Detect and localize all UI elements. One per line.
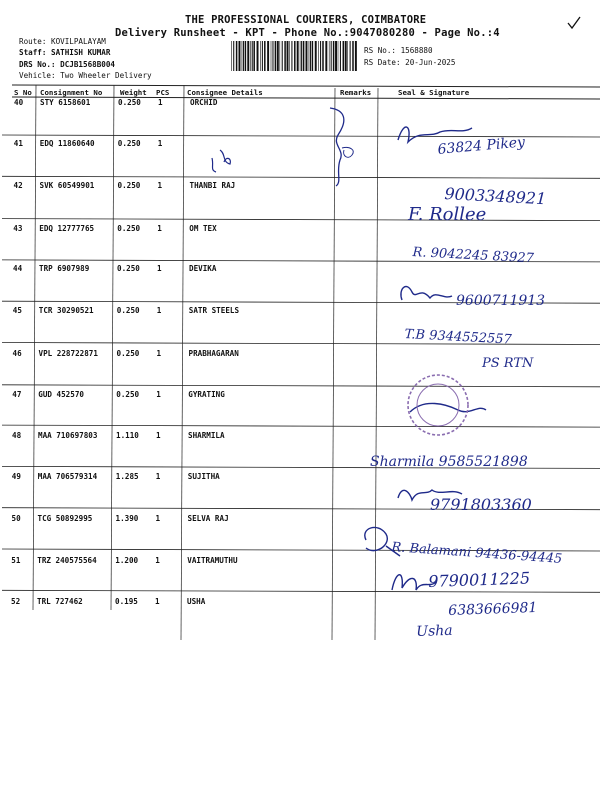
row-consignee: USHA <box>187 597 206 607</box>
company-title: THE PROFESSIONAL COURIERS, COIMBATORE <box>185 14 427 26</box>
row-sno: 43 <box>13 223 23 233</box>
vehicle-label: Vehicle: Two Wheeler Delivery <box>19 71 152 80</box>
row-consignment: VPL 228722871 <box>38 348 98 358</box>
row-consignment: STY 6158601 <box>40 98 91 107</box>
handwritten-note: 6383666981 <box>448 599 538 619</box>
row-weight: 0.250 <box>116 390 140 400</box>
row-weight: 0.195 <box>115 597 138 607</box>
handwritten-note: R. Balamani 94436-94445 <box>390 540 563 567</box>
row-sno: 40 <box>14 98 24 107</box>
row-weight: 0.250 <box>116 306 140 315</box>
staff-label: Staff: SATHISH KUMAR <box>19 48 111 57</box>
row-consignee: VAITRAMUTHU <box>187 555 238 565</box>
row-consignment: TCG 50892995 <box>37 514 93 523</box>
runsheet-subtitle: Delivery Runsheet - KPT - Phone No.:9047080280 - Page No.:4 <box>115 27 500 39</box>
row-consignment: TRP 6907989 <box>39 264 90 274</box>
drs-label: DRS No.: DCJB1568B004 <box>19 60 116 69</box>
row-consignee: OM TEX <box>189 223 217 233</box>
row-consignee: DEVIKA <box>189 264 217 274</box>
row-consignment: EDQ 12777765 <box>39 223 95 233</box>
row-consignment: EDQ 11860640 <box>39 138 95 148</box>
handwritten-note: Sharmila 9585521898 <box>370 454 528 470</box>
row-pcs: 1 <box>157 138 163 148</box>
row-consignee: PRABHAGARAN <box>188 348 239 358</box>
row-weight: 0.250 <box>117 223 141 233</box>
row-consignee: THANBI RAJ <box>189 181 236 191</box>
row-consignee: SELVA RAJ <box>187 514 229 523</box>
row-consignment: GUD 452570 <box>38 390 84 400</box>
row-consignment: TCR 30290521 <box>38 306 94 315</box>
handwritten-note: R. 9042245 83927 <box>412 245 535 267</box>
row-weight: 1.285 <box>115 472 139 482</box>
row-weight: 1.390 <box>115 514 139 523</box>
row-sno: 45 <box>12 306 22 315</box>
row-consignment: TRL 727462 <box>37 597 83 607</box>
col-header-weight: Weight <box>120 88 147 97</box>
row-pcs: 1 <box>156 390 161 400</box>
handwritten-note: 9600711913 <box>456 293 546 309</box>
row-sno: 41 <box>13 138 23 148</box>
row-sno: 44 <box>13 264 23 274</box>
row-pcs: 1 <box>157 264 162 274</box>
row-pcs: 1 <box>155 597 160 607</box>
row-weight: 0.250 <box>117 181 141 191</box>
row-sno: 46 <box>12 348 22 358</box>
row-consignment: MAA 710697803 <box>38 430 98 440</box>
handwritten-note: 9003348921 <box>444 184 547 209</box>
row-weight: 1.110 <box>116 430 139 440</box>
col-header-remarks: Remarks <box>340 88 372 97</box>
row-consignment: TRZ 240575564 <box>37 555 97 565</box>
row-sno: 42 <box>13 181 23 191</box>
col-header-sno: S No <box>14 88 32 97</box>
row-pcs: 1 <box>157 223 162 233</box>
handwritten-note: 9791803360 <box>430 495 532 514</box>
handwritten-note: F. Rollee <box>408 204 487 225</box>
row-sno: 50 <box>11 514 21 523</box>
row-pcs: 1 <box>156 430 161 440</box>
row-pcs: 1 <box>157 181 163 191</box>
handwritten-note: 9790011225 <box>428 568 531 591</box>
handwritten-note: 63824 Pikey <box>437 134 526 158</box>
row-weight: 0.250 <box>116 348 140 358</box>
row-sno: 52 <box>11 597 21 607</box>
row-consignment: SVK 60549901 <box>39 181 95 191</box>
row-weight: 0.250 <box>117 138 141 148</box>
row-sno: 48 <box>12 430 22 440</box>
row-consignee: SHARMILA <box>188 430 225 440</box>
row-consignee: SUJITHA <box>187 472 220 482</box>
rs-date: RS Date: 20-Jun-2025 <box>364 58 456 67</box>
handwritten-note: PS RTN <box>482 356 534 371</box>
row-pcs: 1 <box>155 555 160 565</box>
row-pcs: 1 <box>156 306 162 315</box>
row-sno: 47 <box>12 390 22 400</box>
handwritten-note: Usha <box>416 622 453 640</box>
row-pcs: 1 <box>155 514 161 523</box>
row-consignment: MAA 706579314 <box>37 472 98 482</box>
row-weight: 1.200 <box>115 555 139 565</box>
rs-number: RS No.: 1568880 <box>364 46 433 55</box>
row-consignee: GYRATING <box>188 390 225 400</box>
row-consignee: ORCHID <box>190 98 218 107</box>
row-pcs: 1 <box>156 348 162 358</box>
row-pcs: 1 <box>158 98 163 107</box>
col-header-pcs: PCS <box>156 88 170 97</box>
col-header-seal: Seal & Signature <box>398 88 470 97</box>
handwritten-note: T.B 9344552557 <box>404 327 513 348</box>
row-pcs: 1 <box>155 472 161 482</box>
col-header-consignee: Consignee Details <box>187 88 263 97</box>
route-label: Route: KOVILPALAYAM <box>19 37 106 46</box>
row-weight: 0.250 <box>117 264 140 274</box>
row-sno: 49 <box>11 472 21 482</box>
row-consignee: SATR STEELS <box>188 306 240 315</box>
col-header-consignment: Consignment No <box>40 88 103 97</box>
row-sno: 51 <box>11 555 21 565</box>
row-weight: 0.250 <box>118 98 141 107</box>
